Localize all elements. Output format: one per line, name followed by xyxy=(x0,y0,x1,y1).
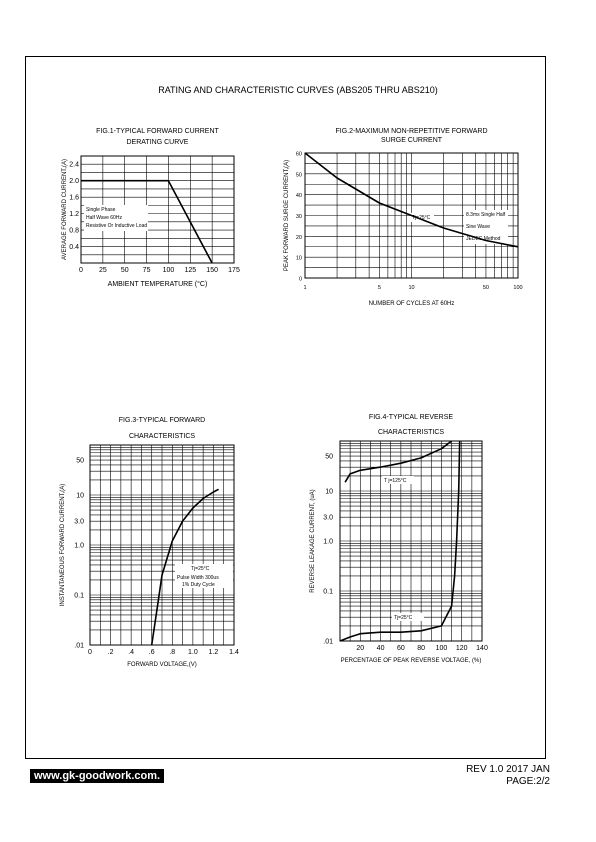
chart-subtitle: DERATING CURVE xyxy=(126,139,189,146)
chart-subtitle: SURGE CURRENT xyxy=(380,137,443,144)
chart-annotation: Single Phase xyxy=(86,207,116,213)
chart-annotation: Pulse Width 300us xyxy=(177,575,219,581)
chart-annotation: Resistive Or Inductive Load xyxy=(86,223,148,229)
x-tick-label: .4 xyxy=(128,649,135,656)
x-tick-label: 100 xyxy=(435,645,448,652)
x-tick-label: 60 xyxy=(396,645,405,652)
x-tick-label: 0 xyxy=(88,649,92,656)
x-tick-label: 120 xyxy=(455,645,468,652)
y-tick-label: 50 xyxy=(76,457,84,465)
footer-revision: REV 1.0 2017 JAN xyxy=(466,764,550,775)
x-tick-label: 140 xyxy=(476,645,488,652)
x-tick-label: 1.2 xyxy=(208,649,219,656)
chart-annotation: Sine Wave xyxy=(466,224,490,230)
x-axis-label: NUMBER OF CYCLES AT 60Hz xyxy=(368,301,455,307)
x-tick-label: 50 xyxy=(120,267,129,274)
y-tick-label: 10 xyxy=(325,488,333,496)
chart-annotation: Tj=25°C xyxy=(191,566,210,572)
x-tick-label: 175 xyxy=(228,267,240,274)
x-tick-label: 10 xyxy=(408,285,415,291)
y-tick-label: 40 xyxy=(295,193,302,200)
x-tick-label: 80 xyxy=(417,645,426,652)
y-tick-label: 0.4 xyxy=(69,244,79,252)
y-tick-label: .01 xyxy=(323,638,333,646)
chart-title: FIG.2-MAXIMUM NON-REPETITIVE FORWARD xyxy=(335,128,488,135)
y-tick-label: 60 xyxy=(295,151,302,158)
x-tick-label: .8 xyxy=(169,649,176,656)
x-tick-label: 150 xyxy=(206,267,218,274)
y-tick-label: 30 xyxy=(295,214,302,220)
series-label: Tj=25°C xyxy=(394,615,413,621)
y-tick-label: 1.0 xyxy=(74,542,84,550)
y-tick-label: 0 xyxy=(298,276,302,283)
y-tick-label: 3.0 xyxy=(323,514,333,522)
y-tick-label: 2.4 xyxy=(69,161,79,169)
y-tick-label: 1.6 xyxy=(69,194,79,202)
x-axis-label: PERCENTAGE OF PEAK REVERSE VOLTAGE, (%) xyxy=(340,658,482,664)
chart-annotation: 1% Duty Cycle xyxy=(182,582,215,588)
y-axis-label: INSTANTANEOUS FORWARD CURRENT,(A) xyxy=(60,483,66,607)
y-tick-label: 0.8 xyxy=(69,227,79,235)
x-tick-label: 50 xyxy=(482,285,490,291)
y-tick-label: 3.0 xyxy=(74,518,84,526)
x-tick-label: 1.4 xyxy=(229,649,239,656)
chart-annotation: Tj=25°C xyxy=(412,215,431,221)
y-axis-label: PEAK FORWARD SURGE CURRENT,(A) xyxy=(284,159,290,272)
x-tick-label: .2 xyxy=(107,649,114,656)
y-tick-label: 0.1 xyxy=(74,592,84,600)
x-tick-label: .6 xyxy=(148,649,155,656)
y-tick-label: 2.0 xyxy=(69,178,79,186)
chart-title: FIG.3-TYPICAL FORWARD xyxy=(118,417,206,424)
chart-title: FIG.1-TYPICAL FORWARD CURRENT xyxy=(96,128,219,135)
chart-subtitle: CHARACTERISTICS xyxy=(128,433,196,440)
x-tick-label: 20 xyxy=(356,645,365,652)
x-tick-label: 5 xyxy=(377,285,381,291)
x-axis-label: FORWARD VOLTAGE,(V) xyxy=(127,662,197,668)
x-axis-label: AMBIENT TEMPERATURE (°C) xyxy=(107,281,208,288)
y-tick-label: 1.2 xyxy=(69,211,79,219)
footer-rev-block xyxy=(466,764,550,788)
x-tick-label: 40 xyxy=(376,645,385,652)
y-tick-label: 1.0 xyxy=(323,538,333,546)
x-tick-label: 25 xyxy=(98,267,107,274)
y-tick-label: 10 xyxy=(76,492,84,500)
page-title: RATING AND CHARACTERISTIC CURVES (ABS205 THRU ABS210) xyxy=(158,85,438,95)
chart-annotation: Half Wave 60Hz xyxy=(86,215,122,221)
x-tick-label: 1.0 xyxy=(187,649,198,656)
footer-site: www.gk-goodwork.com. xyxy=(30,769,164,783)
y-tick-label: 50 xyxy=(325,453,333,461)
y-axis-label: AVERAGE FORWARD CURRENT,(A) xyxy=(62,159,68,260)
chart-subtitle: CHARACTERISTICS xyxy=(377,429,445,436)
y-tick-label: .01 xyxy=(74,642,84,650)
chart-annotation: 8.3ms Single Half xyxy=(466,212,506,218)
y-axis-label: REVERSE LEAKAGE CURRENT, (uA) xyxy=(310,489,316,593)
y-tick-label: 10 xyxy=(295,255,302,262)
x-tick-label: 1 xyxy=(303,285,307,291)
x-tick-label: 0 xyxy=(79,267,83,274)
x-tick-label: 125 xyxy=(184,267,197,274)
x-tick-label: 75 xyxy=(142,267,151,274)
x-tick-label: 100 xyxy=(162,267,175,274)
y-tick-label: 50 xyxy=(295,172,302,179)
chart-annotation: JEDEC Method xyxy=(466,236,501,242)
y-tick-label: 0.1 xyxy=(323,588,333,596)
series-label: T j=125°C xyxy=(384,478,407,484)
footer-page: PAGE:2/2 xyxy=(506,776,550,787)
x-tick-label: 100 xyxy=(513,285,523,291)
y-tick-label: 20 xyxy=(295,234,302,241)
chart-title: FIG.4-TYPICAL REVERSE xyxy=(368,414,454,421)
